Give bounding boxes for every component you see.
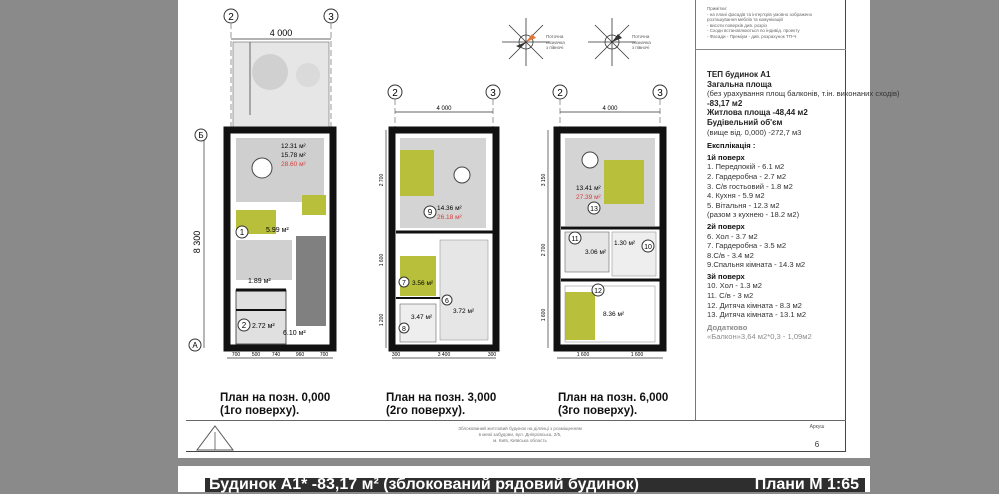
tep-room: 12. Дитяча кімната - 8.3 м2 <box>707 300 802 310</box>
tep-room: 5. Вітальня - 12.3 м2 <box>707 200 780 210</box>
tep-total-value: -83,17 м2 <box>707 98 743 108</box>
sheet-label: Аркуш <box>809 424 825 430</box>
title-block-text: Зблокований житловий будинок на ділянці з розміщенням в межі забудови, вул. Дніпровська, 2/5, м. Київ, Київська область <box>458 426 582 443</box>
dim-text: 3 150 <box>541 173 547 187</box>
dim-text: 300 <box>487 352 497 358</box>
room-area: 8.36 м² <box>603 311 625 318</box>
plan-3 <box>541 85 667 358</box>
dim-text: 4 000 <box>269 28 293 38</box>
dim-text: 300 <box>391 352 401 358</box>
area-label-red: 28.60 м² <box>281 161 306 168</box>
tep-room: 4. Кухня - 5.9 м2 <box>707 191 765 201</box>
room-area: 3.72 м² <box>453 308 475 315</box>
room-area: 1.89 м² <box>248 278 271 285</box>
next-page-header <box>205 478 865 492</box>
tep-room: (разом з кухнею - 18.2 м2) <box>707 210 800 220</box>
room-area: 3.47 м² <box>411 314 433 321</box>
note-line: розташування меблів та комунікацій <box>707 17 783 22</box>
room-area: 5.99 м² <box>266 227 289 234</box>
room-number: 2 <box>241 321 247 330</box>
room-area: 1.30 м² <box>614 240 636 247</box>
tep-floor-3: 3й поверх <box>707 271 745 281</box>
tep-extra-value: «Балкон»3,64 м2*0,3 - 1,09м2 <box>707 332 812 342</box>
plan-1 <box>189 9 338 358</box>
tep-room: 8.С/в - 3.4 м2 <box>707 250 754 260</box>
tep-volume-label: Будівельний об'єм <box>707 117 783 127</box>
tep-room: 2. Гардеробна - 2.7 м2 <box>707 171 787 181</box>
room-number: 12 <box>594 288 602 295</box>
plan-caption: План на позн. 0,000 (1го поверху). <box>220 392 331 417</box>
room-number: 9 <box>427 208 433 217</box>
tep-volume-value: (вище від. 0,000) -272,7 м3 <box>707 127 802 137</box>
room-number: 11 <box>571 236 579 243</box>
area-label: 12.31 м² <box>281 143 306 150</box>
tep-room: 13. Дитяча кімната - 13.1 м2 <box>707 310 807 320</box>
tep-explication: Експлікація : <box>707 141 756 151</box>
dim-text: 3 400 <box>437 352 451 358</box>
room-number: 10 <box>644 244 652 251</box>
tep-floor-2: 2й поверх <box>707 221 745 231</box>
note-line: - Сходи встановлюються по індивід. проекту <box>707 28 800 33</box>
room-area: 6.10 м² <box>283 330 306 337</box>
floor-plans <box>186 0 706 400</box>
axis-label: 2 <box>557 88 563 99</box>
notes-block <box>707 6 842 39</box>
axis-label: 3 <box>328 12 334 23</box>
compass-label: Поточна позначка з півночі <box>632 34 651 50</box>
tep-total-label: Загальна площа <box>707 79 772 89</box>
room-area: 2.72 м² <box>252 323 275 330</box>
dim-text: 4 000 <box>602 106 618 112</box>
tep-title: ТЕП будинок А1 <box>707 70 771 79</box>
tep-room: 7. Гардеробна - 3.5 м2 <box>707 241 787 251</box>
dim-text: 1 600 <box>541 308 547 322</box>
tep-room: 11. С/в - 3 м2 <box>707 291 754 301</box>
axis-label: 3 <box>490 88 496 99</box>
tep-floor-1: 1й поверх <box>707 152 745 162</box>
room-area: 3.06 м² <box>585 249 607 256</box>
tep-extra-label: Додатково <box>707 322 748 332</box>
area-label: 15.78 м² <box>281 152 306 159</box>
dim-text: 1 600 <box>379 253 385 267</box>
room-number: 13 <box>590 206 598 213</box>
dim-text: 1 600 <box>576 352 590 358</box>
room-number: 8 <box>402 326 406 333</box>
dim-text: 500 <box>251 352 261 358</box>
plan-caption: План на позн. 6,000 (3го поверху). <box>558 392 669 417</box>
area-label-red: 26.18 м² <box>437 214 462 221</box>
tep-room: 1. Передпокій - 6.1 м2 <box>707 162 785 172</box>
axis-label: А <box>192 341 198 350</box>
area-label-red: 27.39 м² <box>576 194 601 201</box>
tep-block <box>707 70 900 342</box>
room-area: 3.56 м² <box>412 280 434 287</box>
note-line: - висоти поверхів див. розріз <box>707 22 767 28</box>
axis-label: Б <box>198 131 204 140</box>
sheet-number: 6 <box>814 440 820 449</box>
note-line: Примітки: <box>707 6 728 11</box>
plan-caption: План на позн. 3,000 (2го поверху). <box>386 392 497 417</box>
dim-text: 740 <box>271 352 281 358</box>
room-number: 6 <box>445 298 449 305</box>
dim-text: 1 600 <box>630 352 644 358</box>
axis-label: 3 <box>657 88 663 99</box>
dim-text: 1 200 <box>379 313 385 327</box>
note-line: - Фасади - Преміум - див. розрахунок ТП-Ч <box>707 33 797 39</box>
room-number: 1 <box>239 228 245 237</box>
room-area: 13.41 м² <box>576 185 601 192</box>
axis-label: 2 <box>392 88 398 99</box>
room-area: 14.36 м² <box>437 205 462 212</box>
logo-icon <box>195 424 235 452</box>
room-number: 7 <box>402 280 406 287</box>
dim-text: 4 000 <box>436 106 452 112</box>
compass-label: Поточна позначка з півночі <box>546 34 565 50</box>
dim-text: 2 700 <box>379 173 385 187</box>
tep-living: Житлова площа -48,44 м2 <box>707 108 808 118</box>
plan-2 <box>379 85 500 358</box>
title-block-line <box>186 420 846 421</box>
dim-text: 700 <box>231 352 241 358</box>
tep-room: 3. С/в гостьовий - 1.8 м2 <box>707 181 793 191</box>
tep-room: 10. Хол - 1.3 м2 <box>707 281 762 291</box>
next-page-scale: Плани М 1:65 <box>754 476 859 493</box>
tep-total-note: (без урахування площ балконів, т.ін. виконаних сходів) <box>707 89 900 99</box>
dim-text: 8 300 <box>192 230 202 254</box>
tep-room: 9.Спальня кімната - 14.3 м2 <box>707 260 806 270</box>
note-line: - на плані фасадів та інтер'єрів умовно зображено <box>707 11 813 17</box>
tep-room: 6. Хол - 3.7 м2 <box>707 231 758 241</box>
dim-text: 960 <box>295 352 305 358</box>
dim-text: 2 700 <box>541 243 547 257</box>
next-page-title: Будинок А1* -83,17 м² (зблокований рядовий будинок) <box>209 476 639 493</box>
dim-text: 700 <box>319 352 329 358</box>
notes-divider <box>695 49 846 50</box>
axis-label: 2 <box>228 12 234 23</box>
